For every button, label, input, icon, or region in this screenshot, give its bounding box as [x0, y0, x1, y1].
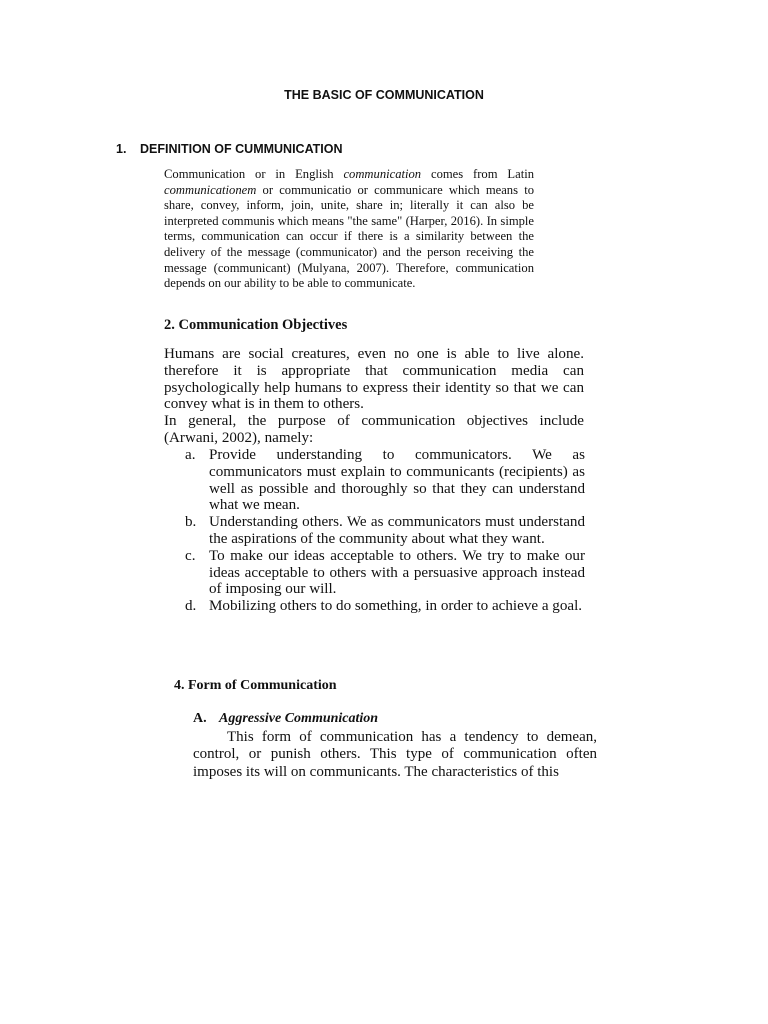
list-marker: d.: [185, 598, 197, 615]
aggressive-communication-paragraph: This form of communication has a tendency to demean, control, or punish others. This type of communication often imposes its will on communicants. The characteristics of this: [193, 729, 597, 780]
list-item-text: To make our ideas acceptable to others. We try to make our ideas acceptable to others with a persuasive approach instead of imposing our will.: [209, 547, 585, 598]
list-item: [185, 447, 585, 514]
section-1-heading: [116, 142, 343, 156]
definition-text-3: or communicatio or communicare which means to share, convey, inform, join, unite, share in; literally it can also be interpreted communis which means "the same" (Harper, 2016). In simple terms, communication can occur if there is a similarity between the delivery of the message (communicator) and the person receiving the message (communicant) (Mulyana, 2007). Therefore, communication depends on our ability to be able to communicate.: [164, 182, 534, 291]
list-item: [185, 598, 585, 615]
list-marker: b.: [185, 514, 197, 531]
form-of-communication-heading: 4. Form of Communication: [174, 678, 337, 693]
objectives-paragraph-2: In general, the purpose of communication objectives include (Arwani, 2002), namely:: [164, 413, 584, 446]
list-item-text: Provide understanding to communicators. We as communicators must explain to communicants (recipients) as well as possible and thoroughly so that they can understand what we mean.: [209, 447, 585, 514]
subsection-a-marker: A.: [193, 711, 207, 726]
section-1-number: 1.: [116, 142, 127, 156]
definition-term-communicationem: communicationem: [164, 182, 257, 197]
list-item: [185, 514, 585, 548]
definition-text-1: Communication or in English: [164, 167, 344, 181]
section-1-title: DEFINITION OF CUMMUNICATION: [140, 142, 343, 156]
definition-paragraph: [164, 167, 534, 292]
definition-term-communication: communication: [343, 167, 422, 181]
subsection-a-title: Aggressive Communication: [219, 711, 379, 726]
list-item-text: Understanding others. We as communicators must understand the aspirations of the community about what they want.: [209, 514, 585, 547]
objectives-list: [185, 447, 585, 615]
list-marker: a.: [185, 447, 196, 463]
definition-text-2: comes from Latin: [421, 167, 534, 181]
objectives-paragraph-1: Humans are social creatures, even no one is able to live alone. therefore it is appropriate that communication media can psychologically help humans to express their identity so that we can convey what is in them to others.: [164, 346, 584, 413]
objectives-heading: 2. Communication Objectives: [164, 317, 348, 333]
subsection-a-heading: [193, 711, 378, 727]
list-marker: c.: [185, 547, 196, 564]
list-item: [185, 548, 585, 598]
page-title: THE BASIC OF COMMUNICATION: [284, 88, 484, 102]
list-item-text: Mobilizing others to do something, in order to achieve a goal.: [209, 598, 583, 615]
